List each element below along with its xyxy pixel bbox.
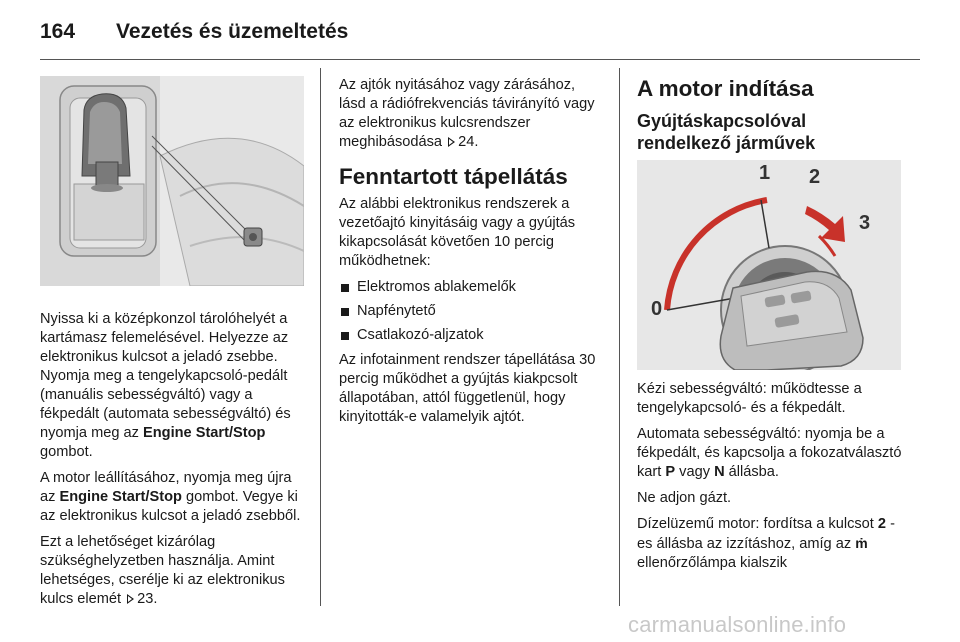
paragraph-retained-power: Az alábbi elektronikus rendszerek a vezetőajtó kinyitásáig vagy a gyújtás kikapcsolását követően 10 percig működhetnek: [339,196,576,269]
gear-p-label: P [665,464,676,480]
key-position-2-label: 2 [877,516,887,532]
paragraph-emergency-note: Ezt a lehetőséget kizárólag szükséghelyzetben használja. Amint lehetséges, cserélje ki az elektronikus kulcs elemét 23. [40,534,285,607]
bullet-icon [341,308,349,316]
paragraph-start-procedure: Nyissa ki a középkonzol tárolóhelyét a kartámasz felemelésével. Helyezze az elektronikus kulcsot a jeladó zsebbe. Nyomja meg a tengelykapcsoló-pedált (manuális sebességváltó) vagy a fékpedált (automata sebességváltó) és nyomja meg az Engine Start/Stop gombot. [40,311,291,460]
list-item: Csatlakozó-aljzatok [339,326,605,345]
section-title-retained-power: Fenntartott tápellátás [339,164,568,189]
paragraph-door-lock-note: Az ajtók nyitásához vagy zárásához, lásd a rádiófrekvenciás távirányító vagy az elektronikus kulcsrendszer meghibásodása 24. [339,77,595,150]
key-position-label-1: 1 [759,162,771,184]
page-reference-icon [448,137,455,147]
engine-start-stop-label-2: Engine Start/Stop [59,489,182,505]
page-number: 164 [40,20,76,43]
paragraph-manual-transmission: Kézi sebességváltó: működtesse a tengelykapcsoló- és a fékpedált. [637,381,862,416]
paragraph-diesel-preheat: Dízelüzemű motor: fordítsa a kulcsot 2 - es állásba az izzításhoz, amíg az ṁ ellenőrzőlámpa kialszik [637,516,895,571]
header-divider [40,59,920,60]
bullet-icon [341,284,349,292]
page-reference-icon [127,594,134,604]
column-2 [339,76,605,434]
key-position-label-3: 3 [859,212,871,234]
console-key-pocket-illustration [40,76,304,286]
page-heading: Vezetés és üzemeltetés [116,20,349,43]
paragraph-stop-procedure: A motor leállításához, nyomja meg újra az Engine Start/Stop gombot. Vegye ki az elektronikus kulcsot a jeladó zsebből. [40,470,301,524]
ignition-key-positions-illustration [637,160,901,370]
paragraph-infotainment-power: Az infotainment rendszer tápellátása 30 percig működhet a gyújtás kiakpcsolt állapotában, attól függetlenül, hogy kinyitották-e valamelyik ajtót. [339,352,596,425]
column-divider-2 [619,68,620,606]
gear-n-label: N [714,464,725,480]
list-item: Elektromos ablakemelők [339,278,605,297]
column-divider-1 [320,68,321,606]
page-reference-link[interactable]: 23. [137,591,158,607]
column-3 [637,76,905,580]
page-header [40,18,920,54]
column-1 [40,76,308,616]
page-reference-link[interactable]: 24. [458,134,479,150]
paragraph-automatic-transmission: Automata sebességváltó: nyomja be a fékpedált, és kapcsolja a fokozatválasztó kart P vagy N állásba. [637,426,902,480]
engine-start-stop-label: Engine Start/Stop [143,425,266,441]
bullet-icon [341,332,349,340]
glow-plug-icon: ṁ [855,535,867,551]
watermark: carmanualsonline.info [628,612,847,637]
key-position-label-2: 2 [809,166,821,188]
retained-power-list [339,278,605,345]
main-title-engine-start: A motor indítása [637,76,814,101]
key-position-label-0: 0 [651,298,663,320]
paragraph-no-throttle: Ne adjon gázt. [637,490,732,506]
list-item: Napfénytető [339,302,605,321]
subtitle-ignition-switch: Gyújtáskapcsolóval rendelkező járművek [637,111,816,153]
